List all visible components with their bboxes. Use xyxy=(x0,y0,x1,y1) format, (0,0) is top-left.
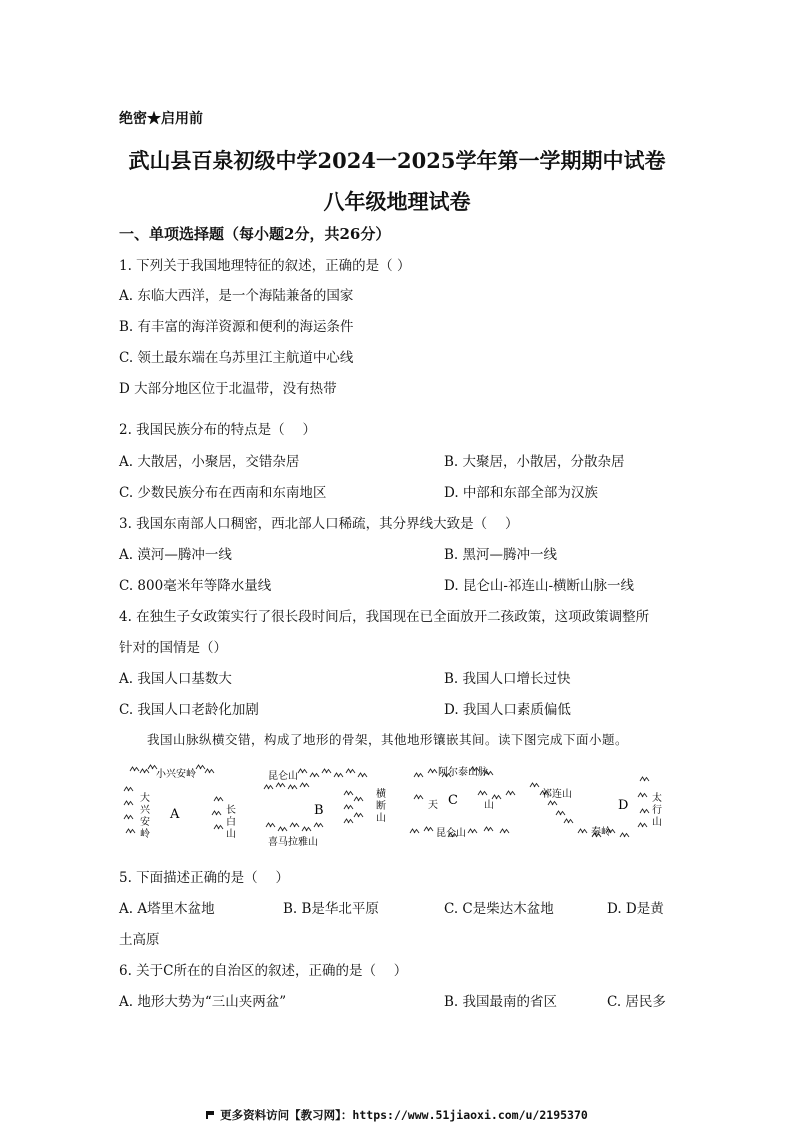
map-instruction: 我国山脉纵横交错，构成了地形的骨架，其他地形镶嵌其间。读下图完成下面小题。 xyxy=(147,732,629,747)
map-panel-a xyxy=(124,765,236,840)
map-d-label-1: 祁连山 xyxy=(542,789,572,800)
q4-option-d: D. 我国人口素质偏低 xyxy=(444,702,571,718)
q3-stem: 3. 我国东南部人口稠密，西北部人口稀疏，其分界线大致是（ ） xyxy=(119,516,519,532)
map-d-label-3-char-2: 行 xyxy=(652,805,662,816)
mountain-map-figure xyxy=(118,757,678,857)
q3-option-a: A. 漠河—腾冲一线 xyxy=(119,547,232,563)
map-a-label-3-char-2: 白 xyxy=(226,817,236,828)
q1-option-a: A. 东临大西洋，是一个海陆兼备的国家 xyxy=(119,288,354,304)
mountain-symbols-d xyxy=(530,777,649,837)
map-panel-d xyxy=(530,777,662,838)
q2-option-c: C. 少数民族分布在西南和东南地区 xyxy=(119,485,327,501)
map-a-label-2-char-1: 大 xyxy=(140,793,150,804)
map-a-label-2-char-2: 兴 xyxy=(140,805,150,816)
footer-text: 更多资料访问【教习网】：https://www.51jiaoxi.com/u/2195370 xyxy=(220,1108,588,1122)
q5-option-d: D. D是黄 xyxy=(607,901,664,917)
exam-subtitle: 八年级地理试卷 xyxy=(323,189,471,214)
map-a-label-1: 小兴安岭 xyxy=(156,769,196,780)
map-d-label-3-char-3: 山 xyxy=(652,817,662,828)
map-b-label-3: 喜马拉雅山 xyxy=(268,837,318,848)
q1-option-d: D 大部分地区位于北温带，没有热带 xyxy=(119,381,337,397)
footer-link[interactable] xyxy=(0,1107,794,1123)
q4-stem-line2: 针对的国情是（） xyxy=(119,640,227,656)
q2-option-b: B. 大聚居，小散居，分散杂居 xyxy=(444,454,625,470)
map-b-label-1: 昆仑山 xyxy=(268,771,298,782)
q6-stem: 6. 关于C所在的自治区的叙述，正确的是（ ） xyxy=(119,963,408,979)
map-letter-c: C xyxy=(448,793,458,808)
map-a-label-2-char-3: 安 xyxy=(140,817,150,828)
q5-option-d-continued: 土高原 xyxy=(119,932,160,948)
q5-option-b: B. B是华北平原 xyxy=(283,901,379,917)
map-panel-b xyxy=(264,769,386,848)
map-panel-c xyxy=(410,765,515,839)
q2-option-d: D. 中部和东部全部为汉族 xyxy=(444,485,598,501)
q1-option-c: C. 领土最东端在乌苏里江主航道中心线 xyxy=(119,350,354,366)
map-a-label-2-char-4: 岭 xyxy=(140,829,150,840)
map-b-label-2-char-1: 横 xyxy=(376,789,386,800)
confidential-label: 绝密★启用前 xyxy=(119,111,203,127)
map-d-label-2: 秦岭 xyxy=(591,827,611,838)
q4-option-b: B. 我国人口增长过快 xyxy=(444,671,571,687)
map-b-label-2-char-2: 断 xyxy=(376,801,386,812)
q6-option-c: C. 居民多 xyxy=(607,994,666,1010)
map-a-label-3-char-1: 长 xyxy=(226,805,236,816)
map-c-label-1: 阿尔泰山脉 xyxy=(438,767,488,778)
q4-option-c: C. 我国人口老龄化加剧 xyxy=(119,702,259,718)
exam-title: 武山县百泉初级中学2024一2025学年第一学期期中试卷 xyxy=(128,148,666,173)
q1-option-b: B. 有丰富的海洋资源和便利的海运条件 xyxy=(119,319,354,335)
map-c-label-4: 昆仑山 xyxy=(436,828,466,839)
q4-option-a: A. 我国人口基数大 xyxy=(119,671,232,687)
map-c-label-3: 山 xyxy=(484,800,494,811)
q3-option-b: B. 黑河—腾冲一线 xyxy=(444,547,558,563)
q1-stem: 1. 下列关于我国地理特征的叙述，正确的是（ ） xyxy=(119,258,411,274)
map-letter-d: D xyxy=(618,798,629,813)
q4-stem-line1: 4. 在独生子女政策实行了很长段时间后，我国现在已全面放开二孩政策，这项政策调整所 xyxy=(119,609,650,625)
q5-option-c: C. C是柴达木盆地 xyxy=(444,901,554,917)
q6-option-b: B. 我国最南的省区 xyxy=(444,994,558,1010)
map-letter-b: B xyxy=(314,803,324,818)
section-heading: 一、单项选择题（每小题2分，共26分） xyxy=(119,225,391,243)
q2-option-a: A. 大散居，小聚居，交错杂居 xyxy=(119,454,300,470)
map-b-label-2-char-3: 山 xyxy=(376,813,386,824)
q6-option-a: A. 地形大势为“三山夹两盆” xyxy=(119,994,287,1010)
flag-icon xyxy=(206,1111,216,1119)
q5-stem: 5. 下面描述正确的是（ ） xyxy=(119,870,289,886)
q3-option-c: C. 800毫米年等降水量线 xyxy=(119,578,272,594)
q3-option-d: D. 昆仑山-祁连山-横断山脉一线 xyxy=(444,578,635,594)
map-c-label-2: 天 xyxy=(428,800,438,811)
map-d-label-3-char-1: 太 xyxy=(652,793,662,804)
q5-option-a: A. A塔里木盆地 xyxy=(119,901,215,917)
map-a-label-3-char-3: 山 xyxy=(226,829,236,840)
map-letter-a: A xyxy=(170,807,180,822)
q2-stem: 2. 我国民族分布的特点是（ ） xyxy=(119,422,316,438)
